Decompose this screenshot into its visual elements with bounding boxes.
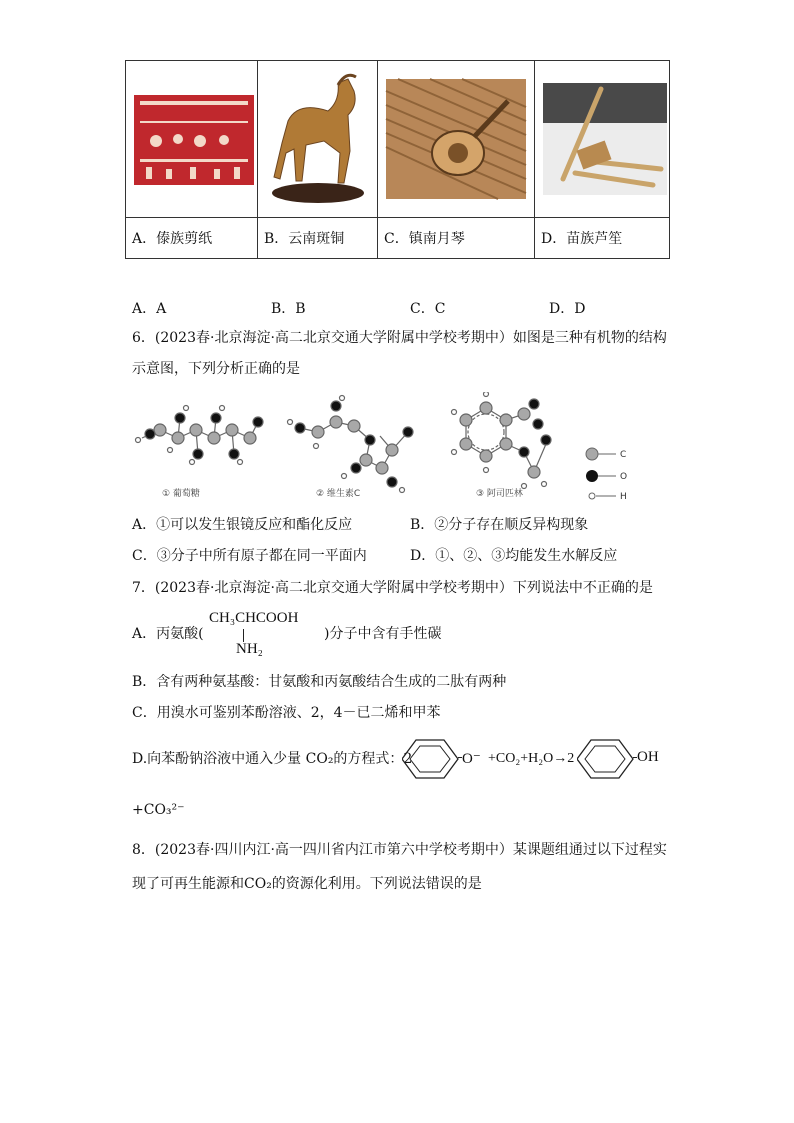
phenoxide-group: O⁻: [462, 751, 481, 767]
label-glucose: ① 葡萄糖: [162, 489, 200, 499]
alanine-formula-top: CH₃CHCOOH: [209, 610, 299, 626]
molecule-diagram: [130, 392, 660, 504]
q5-option-c: C．C: [410, 301, 446, 317]
q5-option-a: A．A: [132, 301, 167, 317]
legend-oxygen: O: [620, 472, 628, 482]
bronze-horse-image: [258, 61, 377, 217]
label-vitamin-c: ② 维生素C: [316, 489, 361, 499]
q6-option-a: A．①可以发生银镜反应和酯化反应: [132, 517, 353, 533]
papercut-image-cell: [126, 61, 258, 218]
bronze-horse-image-cell: [258, 61, 378, 218]
moon-lute-image: [378, 61, 534, 217]
legend-carbon: C: [620, 450, 627, 460]
lusheng-image-cell: [535, 61, 670, 218]
phenol-oh: OH: [637, 749, 659, 765]
q6-stem-line1: 6．(2023春·北京海淀·高二北京交通大学附属中学校考期中）如图是三种有机物的结构: [132, 330, 667, 346]
q7-option-d-mid: +CO₂+H₂O→2: [488, 751, 575, 766]
glucose-model: [136, 406, 264, 465]
q7-option-b: B．含有两种氨基酸：甘氨酸和丙氨酸结合生成的二肽有两种: [132, 674, 507, 690]
phenol-ring: [577, 738, 637, 780]
caption-moon-lute: C．镇南月琴: [378, 218, 535, 259]
q7-option-c: C．用溴水可鉴别苯酚溶液、2，4－已二烯和甲苯: [132, 705, 441, 721]
q8-stem-line1: 8．(2023春·四川内江·高一四川省内江市第六中学校考期中）某课题组通过以下过程实: [132, 842, 667, 858]
moon-lute-image-cell: [378, 61, 535, 218]
alanine-formula-bottom: NH₂: [236, 641, 263, 657]
legend-hydrogen: H: [620, 492, 627, 502]
artifact-table: [125, 60, 670, 259]
q6-option-d: D．①、②、③均能发生水解反应: [410, 548, 618, 564]
q7-option-a-suffix: )分子中含有手性碳: [324, 626, 442, 642]
label-aspirin: ③ 阿司匹林: [476, 489, 523, 499]
caption-papercut: A．傣族剪纸: [126, 218, 258, 259]
vitamin-c-model: [288, 396, 414, 493]
q5-option-b: B．B: [271, 301, 306, 317]
atom-legend: [586, 448, 627, 502]
lusheng-image: [535, 61, 669, 217]
q6-option-c: C．③分子中所有原子都在同一平面内: [132, 548, 367, 564]
q7-option-a-prefix: A．丙氨酸(: [132, 626, 204, 642]
phenoxide-ring: [402, 738, 462, 780]
aspirin-model: [452, 392, 552, 489]
q7-option-d-prefix: D.向苯酚钠浴液中通入少量 CO₂的方程式：2: [132, 751, 413, 767]
papercut-image: [126, 61, 257, 217]
q7-option-d-tail: +CO₃²⁻: [132, 802, 185, 818]
caption-lusheng: D．苗族芦笙: [535, 218, 670, 259]
q5-option-d: D．D: [549, 301, 586, 317]
q8-stem-line2: 现了可再生能源和CO₂的资源化利用。下列说法错误的是: [132, 876, 482, 892]
q6-stem-line2: 示意图，下列分析正确的是: [132, 361, 300, 377]
caption-bronze: B．云南斑铜: [258, 218, 378, 259]
q7-stem: 7．(2023春·北京海淀·高二北京交通大学附属中学校考期中）下列说法中不正确的是: [132, 580, 653, 596]
q6-option-b: B．②分子存在顺反异构现象: [410, 517, 589, 533]
